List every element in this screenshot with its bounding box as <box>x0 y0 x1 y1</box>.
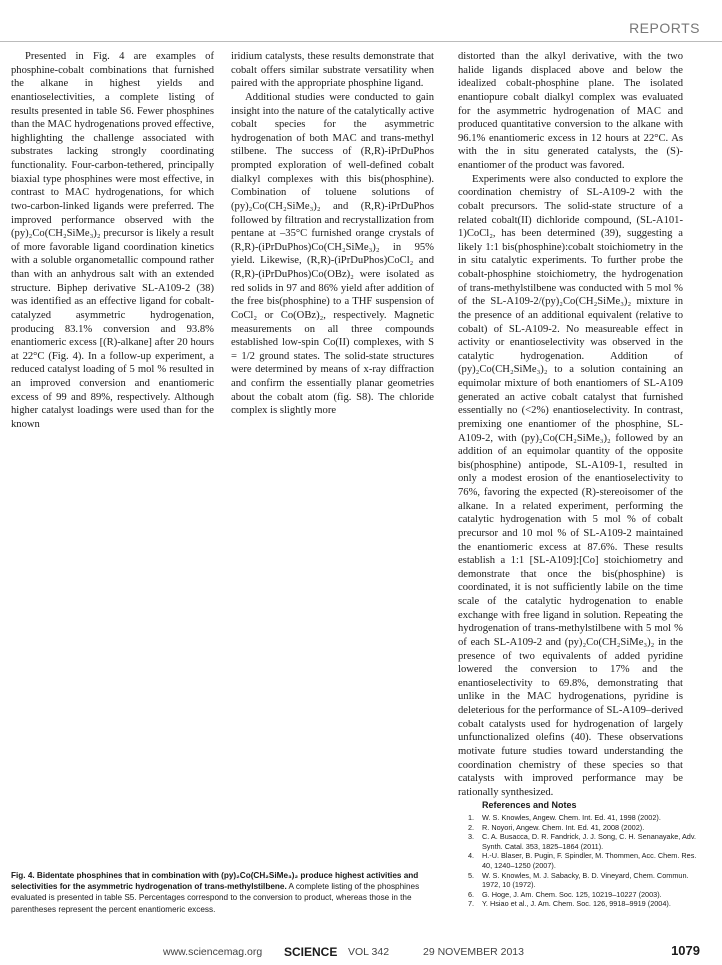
paragraph: distorted than the alkyl derivative, with the two halide ligands displaced above and below the idealized cobalt-phosphine plane. The isolated enantiopure cobalt dialkyl complex was evaluated for the asymmetric hydrogenation of MAC and produced quantitative conversion to the alkane with 96.1% enantiomeric excess in 12 hours at 22°C. As with the in situ generated catalysts, the (S)-enantiomer of the product was favored. <box>458 51 683 171</box>
reference-item <box>468 890 708 900</box>
reference-text: C. A. Busacca, D. R. Fandrick, J. J. Song, C. H. Senanayake, Adv. Synth. Catal. 353, 1825–1864 (2011). <box>482 832 696 851</box>
header-rule <box>0 41 722 42</box>
text-column-3 <box>458 50 683 799</box>
page-number: 1079 <box>671 943 700 958</box>
reference-number: 7. <box>468 899 475 909</box>
text-column-2 <box>231 50 434 418</box>
paragraph: Presented in Fig. 4 are examples of phosphine-cobalt combinations that furnished the alkane in highest yields and enantioselectivities, a complete listing of results presented in table S6. Fewer phosphines than the MAC hydrogenations proved effective, highlighting the challenge associated with substrates lacking strongly coordinating functionality. Four-carbon-tethered, principally biaxial type phosphines were most effective, in contrast to MAC hydrogenations, for which two-carbon-linked ligands were preferred. The improved performance observed with the (py)₂Co(CH₂SiMe₃)₂ precursor is likely a result of more favorable ligand coordination kinetics with a soluble organometallic compound rather than with an anhydrous salt with an extended structure. Biphep derivative SL-A109-2 (38) was identified as an effective ligand for cobalt-catalyzed asymmetric hydrogenation, producing 83.1% conversion and 93.8% enantiomeric excess [(R)-alkane] after 20 hours at 22°C (Fig. 4). In a follow-up experiment, a reduced catalyst loading of 5 mol % resulted in an improved conversion and enantiomeric excess of 99 and 89%, respectively. Although higher catalyst loadings were used than for the known <box>11 51 214 430</box>
reference-text: Y. Hsiao et al., J. Am. Chem. Soc. 126, 9918–9919 (2004). <box>482 899 671 909</box>
reference-number: 1. <box>468 813 475 822</box>
reference-item <box>468 871 708 890</box>
reference-text: W. S. Knowles, M. J. Sabacky, B. D. Vineyard, Chem. Commun. 1972, 10 (1972). <box>482 870 689 890</box>
caption-title: Fig. 4. Bidentate phosphines that in combination with (py)₂Co(CH₂SiMe₃)₂ produce highest activities and selectivities for the asymmetric hydrogenation of trans-methylstilbene. <box>11 871 419 892</box>
page-footer <box>0 942 722 962</box>
reference-number: 3. <box>468 832 475 842</box>
reference-text: R. Noyori, Angew. Chem. Int. Ed. 41, 2008 (2002). <box>482 822 645 832</box>
reference-item <box>468 813 708 823</box>
reference-item <box>468 832 708 851</box>
footer-date: 29 NOVEMBER 2013 <box>423 946 524 958</box>
reference-number: 2. <box>468 822 475 832</box>
reference-text: W. S. Knowles, Angew. Chem. Int. Ed. 41, 1998 (2002). <box>482 813 661 822</box>
references-heading: References and Notes <box>482 800 577 810</box>
footer-volume: VOL 342 <box>348 946 390 958</box>
references-list <box>468 813 708 909</box>
paragraph: Additional studies were conducted to gain insight into the nature of the catalytically active cobalt species for the asymmetric hydrogenation of both MAC and trans-methyl stilbene. The success of (R,R)-iPrDuPhos prompted exploration of well-defined cobalt dialkyl complexes with this bis(phosphine). Combination of toluene solutions of (py)₂Co(CH₂SiMe₃)₂ and (R,R)-iPrDuPhos followed by filtration and recrystallization from pentane at –35°C furnished orange crystals of (R,R)-(iPrDuPhos)Co(CH₂SiMe₃)₂ in 95% yield. Likewise, (R,R)-(iPrDuPhos)CoCl₂ and (R,R)-(iPrDuPhos)Co(OBz)₂ were isolated as red solids in 97 and 86% yield after addition of the free bis(phosphine) to a THF suspension of CoCl₂ or Co(OBz)₂, respectively. Magnetic measurements on all three compounds established low-spin Co(II) complexes, with S = 1/2 ground states. The solid-state structures were determined by means of x-ray diffraction and confirm the essentially planar geometries about the cobalt atom (fig. S8). The chloride complex is slightly more <box>231 91 434 417</box>
reference-item <box>468 899 708 909</box>
references <box>468 800 708 909</box>
section-header: REPORTS <box>629 20 700 36</box>
text-column-1 <box>11 50 214 432</box>
paragraph: Experiments were also conducted to explore the coordination chemistry of SL-A109-2 with the cobalt precursors. The solid-state structure of a related cobalt(II) dichloride compound, (SL-A101-1)CoCl₂, has been determined (39), suggesting a likely 1:1 bis(phosphine):cobalt stoichiometry in the in situ catalytic experiments. To further probe the cobalt-phosphine stoichiometry, the hydrogenation of trans-methylstilbene was conducted with 5 mol % of the SL-A109-2/(py)₂Co(CH₂SiMe₃)₂ mixture in the presence of an additional equivalent (relative to cobalt) of SL-A109-2. No measureable effect in activity or enantioselectivity was observed in the catalytic hydrogenation. Addition of (py)₂Co(CH₂SiMe₃)₂ to a solution containing an equimolar mixture of both enantiomers of SL-A109 generated an active cobalt catalyst that furnished essentially no (<2%) enantioselectivity. In contrast, premixing one enantiomer of the phosphine, SL-A109-2, with (py)₂Co(CH₂SiMe₃)₂ followed by an addition of an equimolar quantity of the opposite bis(phosphine) antipode, SL-A109-1, resulted in only a modest erosion of the enantioselectivity to 76%, favoring the expected (R)-stereoisomer of the alkane. In a related experiment, performing the catalytic hydrogenation with 5 mol % of cobalt precursor and 10 mol % of SL-A109-2 maintained the enantiomeric excess at 87.6%. These results establish a 1:1 [SL-A109]:[Co] stoichiometry and demonstrate that once the bis(phosphine) is coordinated, it is not sufficiently labile on the time scale of the catalytic hydrogenation to enable exchange with free ligand in solution. Repeating the hydrogenation of trans-methylstilbene with 5 mol % of each SL-A109-2 and (py)₂Co(CH₂SiMe₃)₂ in the presence of two equivalents of added pyridine lowered the conversion to 17% and the enantioselectivity to 69.8%, demonstrating that unlike in the MAC hydrogenations, pyridine is deleterious for the performance of SL-A109–derived cobalt catalysts used for hydrogenation of largely unfunctionalized olefins (40). These observations motivate future studies toward understanding the coordination chemistry of these species so that catalysts with improved performance may be rationally synthesized. <box>458 173 683 798</box>
footer-journal: SCIENCE <box>284 945 338 959</box>
reference-text: H.-U. Blaser, B. Pugin, F. Spindler, M. Thommen, Acc. Chem. Res. 40, 1240–1250 (2007). <box>482 851 697 870</box>
caption-body: A complete listing of the phosphines evaluated is presented in table S5. Percentages correspond to the conversion to product, whereas those in the parentheses represent the percent enantiomeric excess. <box>11 882 420 914</box>
figure-caption <box>11 870 451 915</box>
footer-url: www.sciencemag.org <box>163 946 263 958</box>
reference-text: G. Hoge, J. Am. Chem. Soc. 125, 10219–10227 (2003). <box>482 889 662 899</box>
reference-item <box>468 823 708 833</box>
reference-item <box>468 851 708 870</box>
reference-number: 5. <box>468 870 475 880</box>
reference-number: 4. <box>468 851 475 861</box>
reference-number: 6. <box>468 889 475 899</box>
paragraph: iridium catalysts, these results demonstrate that cobalt offers similar substrate versatility when paired with the appropriate phosphine ligand. <box>231 51 434 90</box>
